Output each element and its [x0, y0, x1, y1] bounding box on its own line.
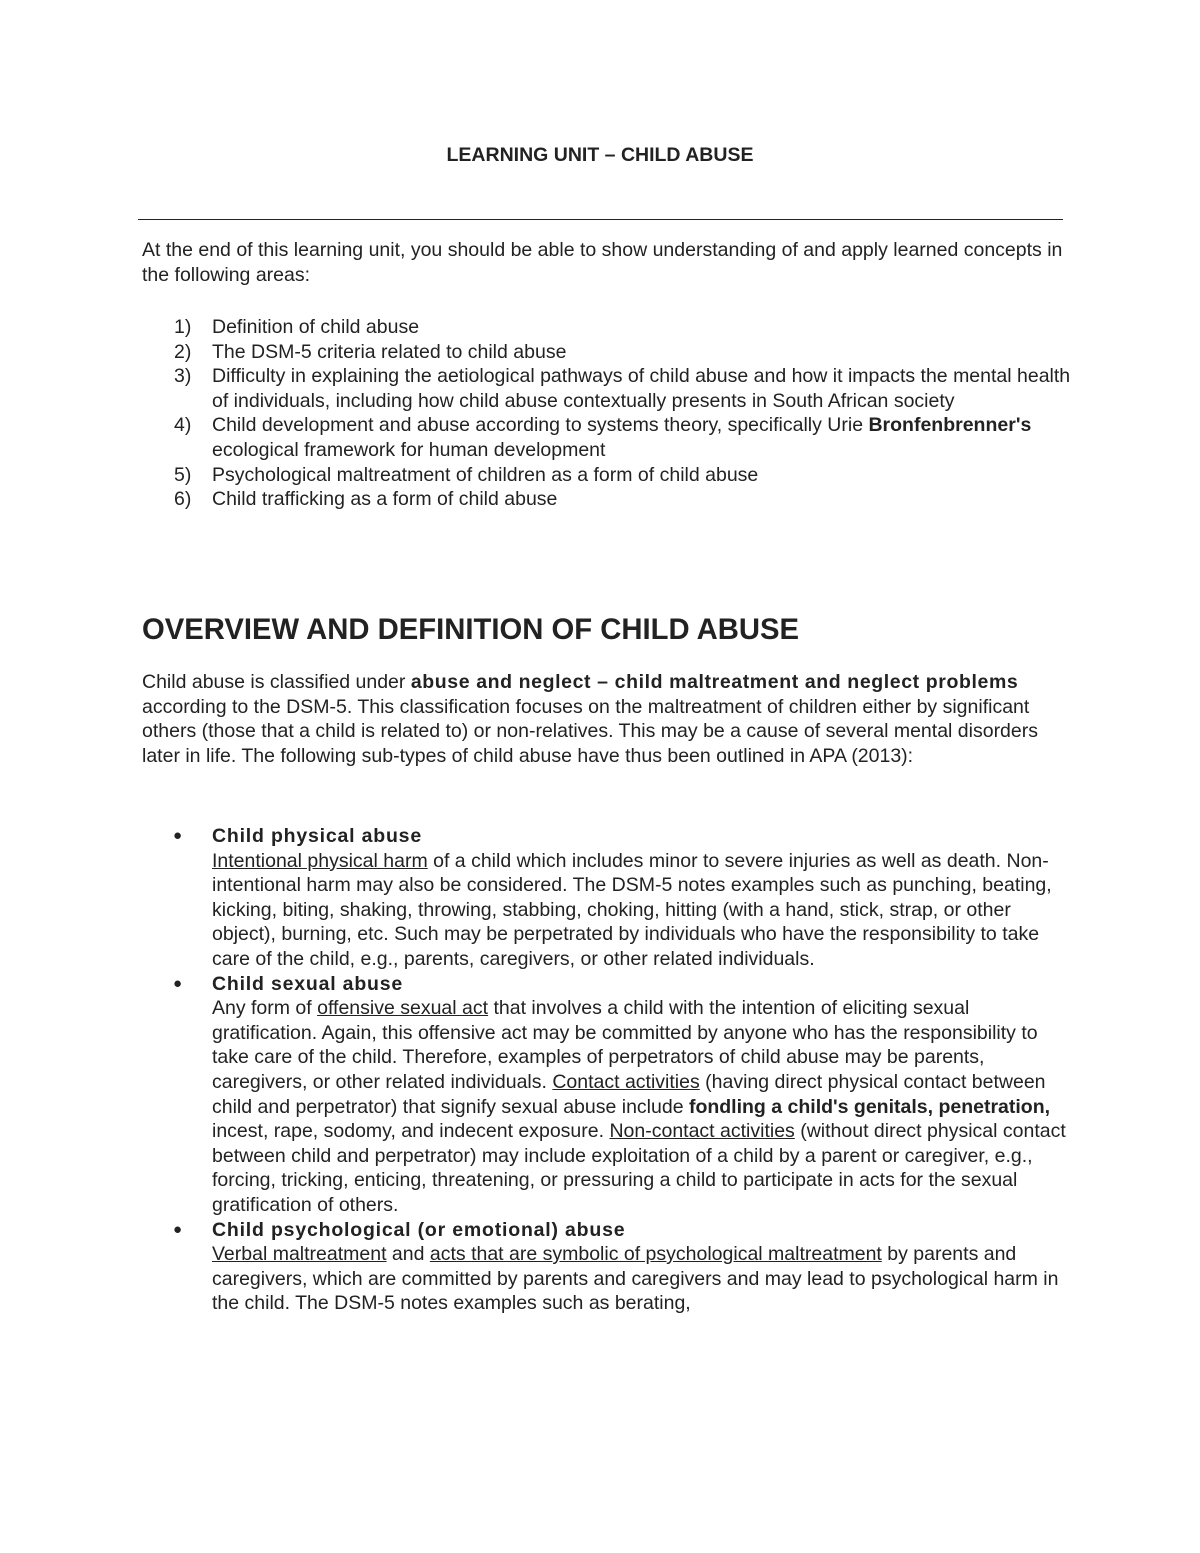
list-item-text: The DSM-5 criteria related to child abuse	[212, 340, 567, 363]
bronfenbrenner-name: Bronfenbrenner's	[868, 414, 1032, 437]
list-item	[142, 413, 1072, 462]
list-item	[142, 463, 1072, 488]
subtypes-list	[142, 824, 1072, 1316]
list-number: 6)	[174, 488, 192, 511]
bullet-icon: ●	[173, 974, 183, 992]
subtype-text: by parents and caregivers, which are committed by parents and caregivers and may lead to psychological harm in the child. The DSM-5 notes examples such as berating,	[212, 1243, 1059, 1315]
subtype-physical	[142, 824, 1072, 972]
classification-term: abuse and neglect – child maltreatment and neglect problems	[410, 671, 1019, 693]
bullet-icon: ●	[173, 1220, 183, 1238]
subtype-text: of a child which includes minor to severe injuries as well as death. Non-intentional harm may also be considered. The DSM-5 notes examples such as punching, beating, kicking, biting, shaking, throwing, stabbing, choking, hitting (with a hand, stick, strap, or other object), burning, etc. Such may be perpetrated by individuals who have the responsibility to take care of the child, e.g., parents, caregivers, or other related individuals.	[212, 849, 1052, 970]
subtype-text: Any form of	[212, 997, 318, 1020]
list-item	[142, 340, 1072, 365]
list-item-text: Child development and abuse according to systems theory, specifically Urie	[212, 414, 869, 437]
underlined-term: Non-contact activities	[609, 1120, 795, 1143]
underlined-term: Contact activities	[552, 1070, 700, 1093]
list-item-text: Child trafficking as a form of child abuse	[212, 488, 558, 511]
list-item-text: Psychological maltreatment of children as a form of child abuse	[212, 463, 759, 486]
objectives-list	[142, 315, 1072, 512]
subtype-text: incest, rape, sodomy, and indecent exposure.	[212, 1120, 610, 1143]
subtype-psychological	[142, 1218, 1072, 1316]
underlined-term: offensive sexual act	[317, 997, 489, 1020]
list-item	[142, 487, 1072, 512]
title-divider	[138, 219, 1063, 220]
subtype-text: (having direct physical contact between child and perpetrator) that signify sexual abuse include	[212, 1070, 1046, 1118]
paragraph-text: Child abuse is classified under	[142, 671, 411, 693]
list-item-text: ecological framework for human development	[212, 438, 606, 461]
list-item-text: Definition of child abuse	[212, 316, 420, 338]
subtype-text: (without direct physical contact between child and perpetrator) may include exploitation of a child by a parent or caregiver, e.g., forcing, tricking, enticing, threatening, or pressuring a child to participate in acts for the sexual gratification of others.	[212, 1120, 1066, 1216]
list-item	[142, 315, 1072, 340]
bold-term: fondling a child's genitals, penetration,	[688, 1095, 1051, 1118]
intro-paragraph: At the end of this learning unit, you should be able to show understanding of and apply learned concepts in the following areas:	[142, 239, 1063, 286]
bullet-icon: ●	[173, 827, 183, 844]
section-heading: OVERVIEW AND DEFINITION OF CHILD ABUSE	[142, 614, 800, 646]
list-number: 4)	[174, 414, 192, 437]
list-item	[142, 364, 1072, 413]
paragraph-text: according to the DSM-5. This classification focuses on the maltreatment of children either by significant others (those that a child is related to) or non-relatives. This may be a cause of several mental disorders later in life. The following sub-types of child abuse have thus been outlined in APA (2013):	[142, 695, 1038, 767]
subtype-title: Child psychological (or emotional) abuse	[212, 1218, 626, 1241]
list-number: 1)	[174, 316, 192, 338]
overview-paragraph	[142, 670, 1072, 768]
list-number: 2)	[174, 340, 192, 363]
subtype-title: Child physical abuse	[212, 825, 422, 847]
underlined-term: Verbal maltreatment	[212, 1243, 387, 1266]
list-item-text: Difficulty in explaining the aetiological pathways of child abuse and how it impacts the mental health of individuals, including how child abuse contextually presents in South African society	[212, 365, 1071, 412]
underlined-term: Intentional physical harm	[212, 849, 428, 872]
list-number: 5)	[174, 463, 192, 486]
list-number: 3)	[174, 365, 192, 388]
underlined-term: acts that are symbolic of psychological maltreatment	[429, 1243, 882, 1266]
subtype-text: and	[386, 1243, 430, 1266]
subtype-text: that involves a child with the intention of eliciting sexual gratification. Again, this offensive act may be committed by anyone who has the responsibility to take care of the child. Therefore, examples of perpetrators of child abuse may be parents, caregivers, or other related individuals.	[212, 997, 1038, 1093]
page-title: LEARNING UNIT – CHILD ABUSE	[446, 144, 754, 166]
subtype-sexual	[142, 972, 1072, 1218]
subtype-title: Child sexual abuse	[212, 972, 404, 995]
